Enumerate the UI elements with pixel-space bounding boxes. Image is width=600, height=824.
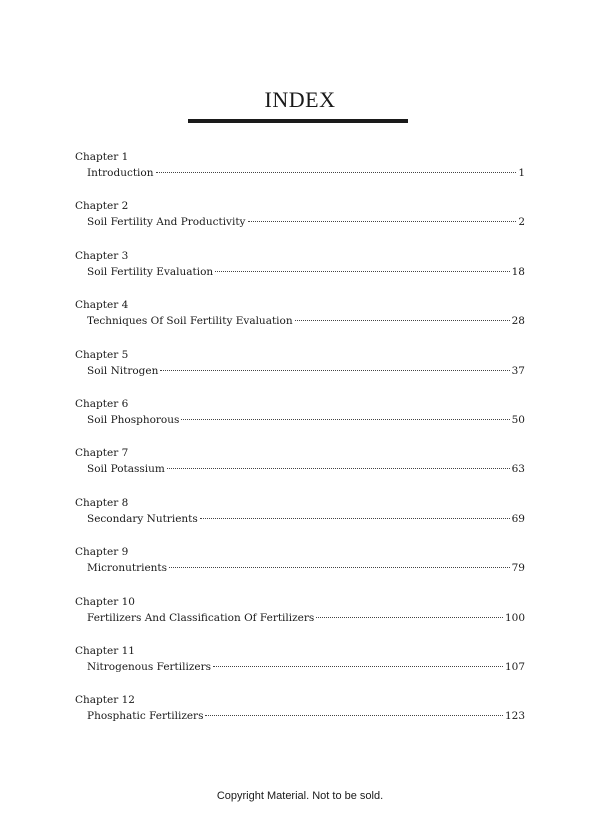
dot-leader <box>169 567 510 568</box>
toc-entry-10[interactable] <box>75 595 525 644</box>
dot-leader <box>205 715 502 716</box>
dot-leader <box>167 468 510 469</box>
toc-entry-8[interactable] <box>75 496 525 545</box>
page-number: 1 <box>518 167 525 179</box>
page-number: 50 <box>511 413 525 426</box>
page-title: INDEX <box>264 87 336 112</box>
chapter-line <box>75 660 525 675</box>
toc-entry-5[interactable] <box>75 348 525 397</box>
dot-leader <box>156 172 517 173</box>
chapter-title: Introduction <box>87 167 154 179</box>
chapter-label: Chapter 6 <box>75 397 129 410</box>
page-number: 100 <box>504 611 525 624</box>
dot-leader <box>295 320 510 321</box>
chapter-title: Techniques Of Soil Fertility Evaluation <box>87 315 293 328</box>
chapter-label: Chapter 10 <box>75 595 135 608</box>
chapter-label: Chapter 8 <box>75 496 129 509</box>
chapter-label: Chapter 12 <box>75 694 135 707</box>
chapter-title: Secondary Nutrients <box>87 512 198 525</box>
page-number: 107 <box>504 660 525 673</box>
toc-entry-1[interactable] <box>75 150 525 199</box>
page-number: 2 <box>518 216 525 229</box>
page-number: 28 <box>511 315 525 328</box>
chapter-title: Soil Potassium <box>87 463 165 476</box>
chapter-line <box>75 512 525 527</box>
table-of-contents <box>75 150 525 743</box>
dot-leader <box>160 370 509 371</box>
chapter-title: Soil Phosphorous <box>87 413 180 426</box>
chapter-line <box>75 709 525 724</box>
page-number: 63 <box>511 463 525 476</box>
title-underline <box>188 119 408 123</box>
page-number: 123 <box>504 710 525 723</box>
dot-leader <box>213 666 503 667</box>
page-number: 69 <box>511 512 525 525</box>
dot-leader <box>215 271 509 272</box>
page-number: 79 <box>511 562 525 575</box>
toc-entry-12[interactable] <box>75 693 525 742</box>
toc-entry-3[interactable] <box>75 249 525 298</box>
chapter-title: Fertilizers And Classification Of Fertilizers <box>87 611 315 624</box>
page-number: 18 <box>511 265 525 278</box>
chapter-line <box>75 215 525 230</box>
chapter-label: Chapter 7 <box>75 447 129 460</box>
chapter-line <box>75 611 525 626</box>
chapter-title: Soil Fertility And Productivity <box>87 216 246 229</box>
toc-entry-6[interactable] <box>75 397 525 446</box>
chapter-line <box>75 166 525 181</box>
page-number: 37 <box>511 364 525 377</box>
toc-entry-2[interactable] <box>75 199 525 248</box>
chapter-label: Chapter 9 <box>75 546 129 559</box>
dot-leader <box>316 617 503 618</box>
chapter-line <box>75 413 525 428</box>
chapter-label: Chapter 11 <box>75 644 135 657</box>
chapter-line <box>75 364 525 379</box>
toc-entry-11[interactable] <box>75 644 525 693</box>
chapter-title: Phosphatic Fertilizers <box>87 710 204 723</box>
chapter-line <box>75 462 525 477</box>
chapter-title: Soil Nitrogen <box>87 364 159 377</box>
dot-leader <box>181 419 509 420</box>
chapter-label: Chapter 4 <box>75 299 129 312</box>
chapter-title: Micronutrients <box>87 562 168 575</box>
dot-leader <box>200 518 510 519</box>
chapter-line <box>75 265 525 280</box>
chapter-label: Chapter 5 <box>75 348 129 361</box>
chapter-line <box>75 314 525 329</box>
chapter-label: Chapter 2 <box>75 200 129 213</box>
chapter-title: Soil Fertility Evaluation <box>87 265 214 278</box>
chapter-title: Nitrogenous Fertilizers <box>87 660 212 673</box>
chapter-line <box>75 561 525 576</box>
dot-leader <box>248 221 517 222</box>
chapter-label: Chapter 3 <box>75 249 129 262</box>
toc-entry-4[interactable] <box>75 298 525 347</box>
copyright-footer: Copyright Material. Not to be sold. <box>216 790 384 802</box>
toc-entry-9[interactable] <box>75 545 525 594</box>
toc-entry-7[interactable] <box>75 446 525 495</box>
chapter-label: Chapter 1 <box>75 151 129 163</box>
